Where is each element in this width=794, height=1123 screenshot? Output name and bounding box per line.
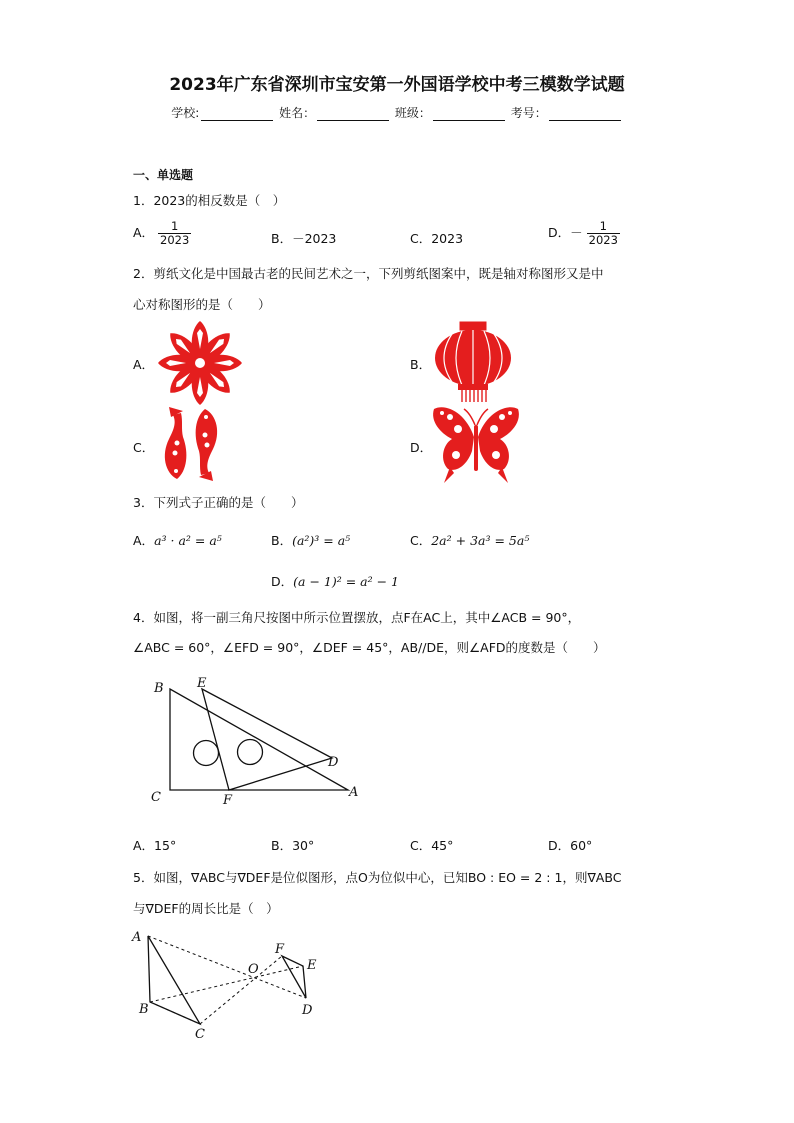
school-blank <box>201 108 273 121</box>
q1-option-d: D．－ $\frac{1}{2023}$ <box>548 219 618 247</box>
label-b: B <box>139 1002 149 1017</box>
q3-option-c: C．2a² + 3a³ = 5a⁵ <box>410 533 530 548</box>
q1-a-fraction: $\frac{1}{2023}$ <box>160 219 190 247</box>
label-a: A <box>349 785 359 800</box>
q4-option-a: A．15° <box>133 838 177 853</box>
q2-option-a-label: A． <box>133 357 155 372</box>
q3-b-expression: (a²)³ = a⁵ <box>292 533 351 548</box>
flower-papercut-icon <box>150 318 250 408</box>
q4-option-d: D．60° <box>548 838 593 853</box>
exam-no-blank <box>549 108 621 121</box>
q3-option-d: D．(a − 1)² = a² − 1 <box>271 574 399 589</box>
q2-option-b-label: B． <box>410 357 432 372</box>
q3-stem: 3．下列式子正确的是（ ） <box>133 495 304 510</box>
q5-stem-line1: 5．如图，∇ABC与∇DEF是位似图形，点O为位似中心，已知BO : EO = 2 : 1，则∇ABC <box>133 870 622 885</box>
q1-d-fraction: $\frac{1}{2023}$ <box>588 219 618 247</box>
triangle-def <box>282 956 306 998</box>
label-c: C <box>151 790 161 805</box>
school-label: 学校: <box>171 106 200 120</box>
page-title: 2023年广东省深圳市宝安第一外国语学校中考三模数学试题 <box>169 75 625 95</box>
q3-option-b: B．(a²)³ = a⁵ <box>271 533 351 548</box>
label-d: D <box>302 1003 313 1018</box>
label-a: A <box>132 930 142 945</box>
q3-option-a: A．a³ · a² = a⁵ <box>133 533 222 548</box>
label-f: F <box>223 793 233 808</box>
q1-option-c: C．2023 <box>410 231 464 246</box>
q1-option-b: B．－2023 <box>271 231 337 246</box>
q2-stem-line2: 心对称图形的是（ ） <box>133 297 271 312</box>
q1-option-a: A． $\frac{1}{2023}$ <box>133 219 190 247</box>
name-blank <box>317 108 389 121</box>
label-b: B <box>154 681 164 696</box>
class-label: 班级： <box>394 106 431 120</box>
label-c: C <box>195 1027 205 1042</box>
q3-d-expression: (a − 1)² = a² − 1 <box>293 574 399 589</box>
triangle-abc <box>148 936 200 1024</box>
q3-a-expression: a³ · a² = a⁵ <box>154 533 222 548</box>
name-label: 姓名： <box>279 106 316 120</box>
label-e: E <box>307 958 317 973</box>
q5-stem-line2: 与∇DEF的周长比是（ ） <box>133 901 279 916</box>
q3-c-expression: 2a² + 3a³ = 5a⁵ <box>431 533 530 548</box>
exam-no-label: 考号： <box>510 106 547 120</box>
label-e: E <box>197 676 207 691</box>
label-f: F <box>275 942 285 957</box>
triangle-efd <box>202 689 332 790</box>
q2-stem-line1: 2．剪纸文化是中国最古老的民间艺术之一，下列剪纸图案中，既是轴对称图形又是中 <box>133 266 604 281</box>
q4-stem-line1: 4．如图，将一副三角尺按图中所示位置摆放，点F在AC上，其中∠ACB = 90°， <box>133 610 581 625</box>
section-heading: 一、单选题 <box>133 168 194 182</box>
q4-option-b: B．30° <box>271 838 315 853</box>
lantern-papercut-icon <box>432 320 514 402</box>
q4-stem-line2: ∠ABC = 60°，∠EFD = 90°，∠DEF = 45°，AB//DE，则∠AFD的度数是（ ） <box>133 640 606 655</box>
q4-triangle-figure <box>145 673 375 813</box>
triangle-abc <box>170 689 348 790</box>
q2-option-d-label: D． <box>410 440 433 455</box>
q5-homothety-figure <box>128 926 328 1042</box>
class-blank <box>433 108 505 121</box>
student-info-line <box>0 104 794 121</box>
koi-fish-papercut-icon <box>155 405 230 483</box>
q2-option-c-label: C． <box>133 440 155 455</box>
butterfly-papercut-icon <box>430 403 522 485</box>
q1-stem: 1．2023的相反数是（ ） <box>133 193 286 208</box>
label-o: O <box>248 962 259 977</box>
label-d: D <box>328 755 339 770</box>
q4-option-c: C．45° <box>410 838 454 853</box>
